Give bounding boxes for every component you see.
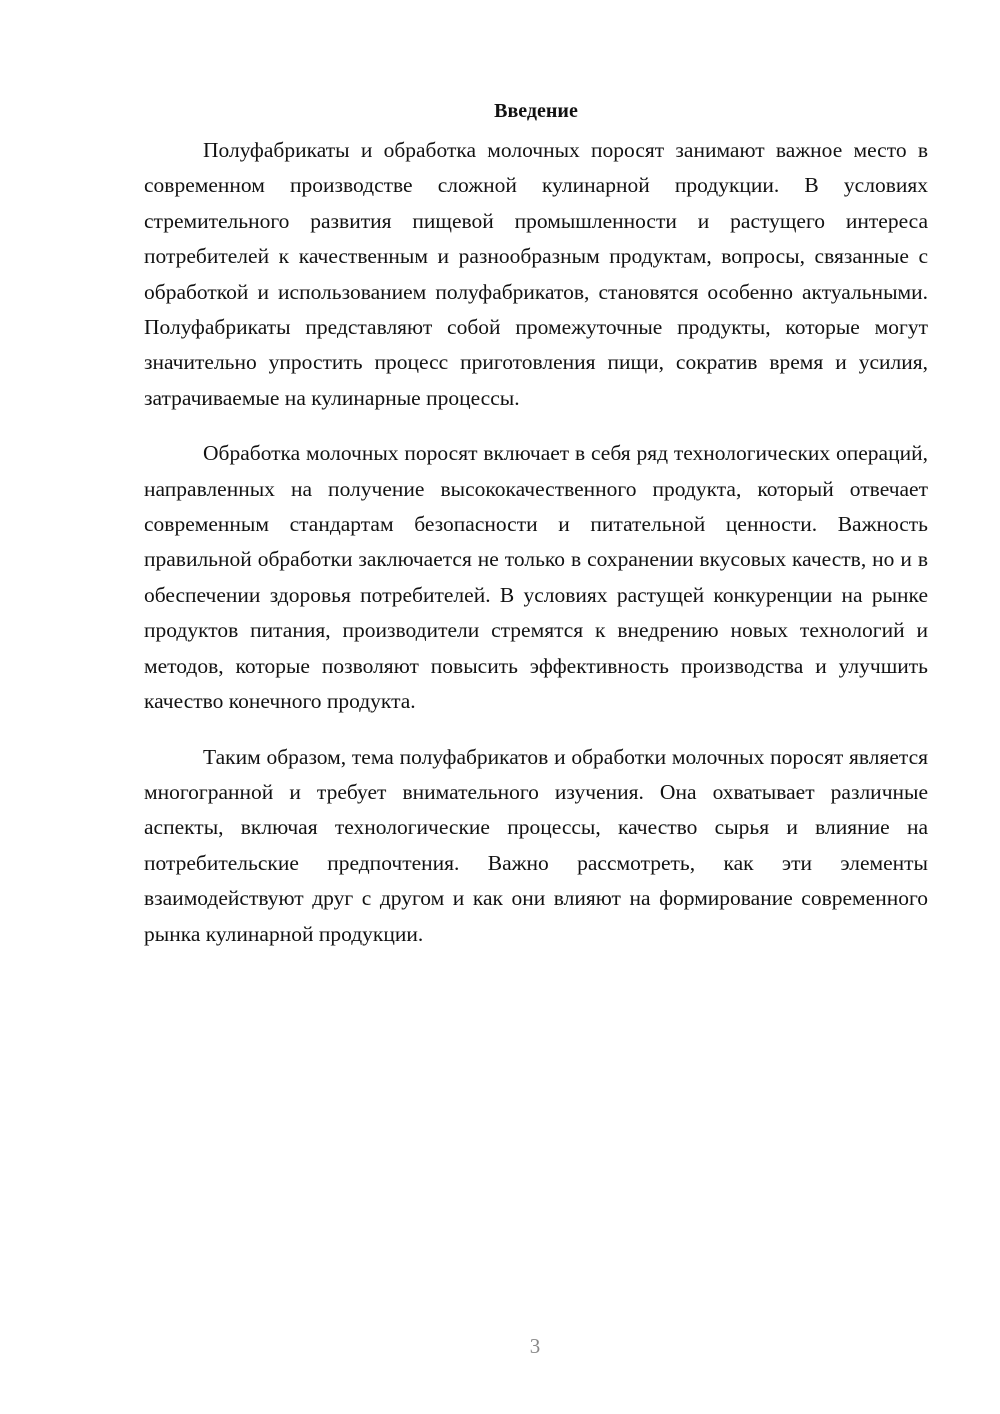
paragraph-1: Полуфабрикаты и обработка молочных поросят занимают важное место в современном производстве сложной кулинарной продукции. В условиях стремительного развития пищевой промышленности и растущего интереса потребителей к качественным и разнообразным продуктам, вопросы, связанные с обработкой и использованием полуфабрикатов, становятся особенно актуальными. Полуфабрикаты представляют собой промежуточные продукты, которые могут значительно упростить процесс приготовления пищи, сократив время и усилия, затрачиваемые на кулинарные процессы. [144,138,928,410]
page-content [144,96,928,972]
paragraph-3: Таким образом, тема полуфабрикатов и обработки молочных поросят является многогранной и требует внимательного изучения. Она охватывает различные аспекты, включая технологические процессы, качество сырья и влияние на потребительские предпочтения. Важно рассмотреть, как эти элементы взаимодействуют друг с другом и как они влияют на формирование современного рынка кулинарной продукции. [144,744,928,946]
section-title: Введение [494,100,578,122]
page-number: 3 [529,1334,541,1358]
paragraph-2: Обработка молочных поросят включает в себя ряд технологических операций, направленных на получение высококачественного продукта, который отвечает современным стандартам безопасности и питательной ценности. Важность правильной обработки заключается не только в сохранении вкусовых качеств, но и в обеспечении здоровья потребителей. В условиях растущей конкуренции на рынке продуктов питания, производители стремятся к внедрению новых технологий и методов, которые позволяют повысить эффективность производства и улучшить качество конечного продукта. [144,441,928,714]
